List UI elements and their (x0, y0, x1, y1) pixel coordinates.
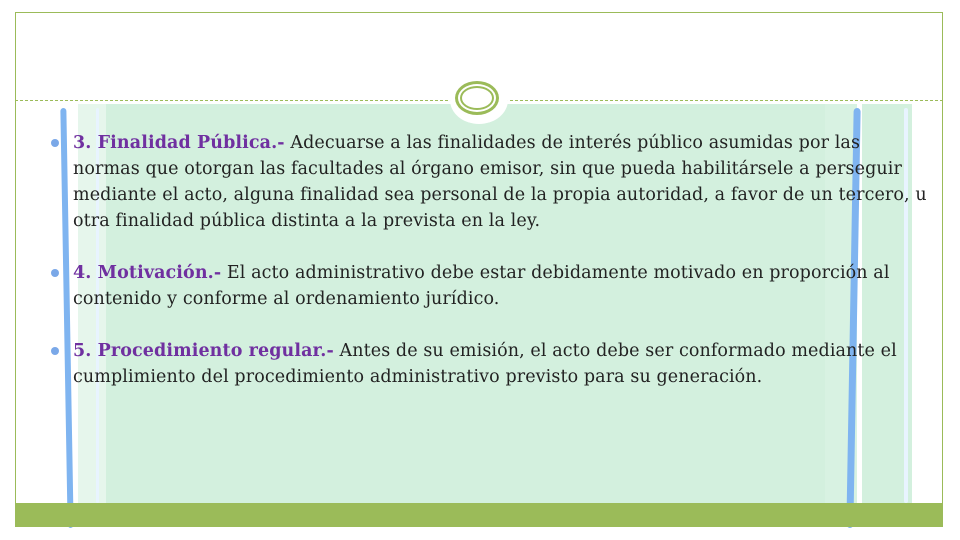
item-text: Adecuarse a las finalidades de interés público asumidas por las normas que otorgan las facultades al órgano emisor, sin que pueda habilitársele a perseguir mediante el acto, alguna finalidad sea personal de la propia autoridad, a favor de un tercero, u otra finalidad pública distinta a la prevista en la ley. (73, 133, 927, 231)
item-text: Antes de su emisión, el acto debe ser conformado mediante el cumplimiento del procedimiento administrativo previsto para su generación. (73, 341, 897, 387)
circle-ornament-icon (450, 76, 508, 124)
bullet-list (48, 130, 928, 416)
bullet-icon (51, 347, 59, 355)
bullet-icon (51, 269, 59, 277)
bullet-icon (51, 139, 59, 147)
list-item (48, 130, 928, 234)
list-item (48, 260, 928, 312)
list-item (48, 338, 928, 390)
item-heading: 3. Finalidad Pública.- (73, 133, 285, 153)
footer-bar (15, 503, 943, 527)
item-heading: 5. Procedimiento regular.- (73, 341, 334, 361)
item-text: El acto administrativo debe estar debidamente motivado en proporción al contenido y conforme al ordenamiento jurídico. (73, 263, 890, 309)
item-heading: 4. Motivación.- (73, 263, 222, 283)
